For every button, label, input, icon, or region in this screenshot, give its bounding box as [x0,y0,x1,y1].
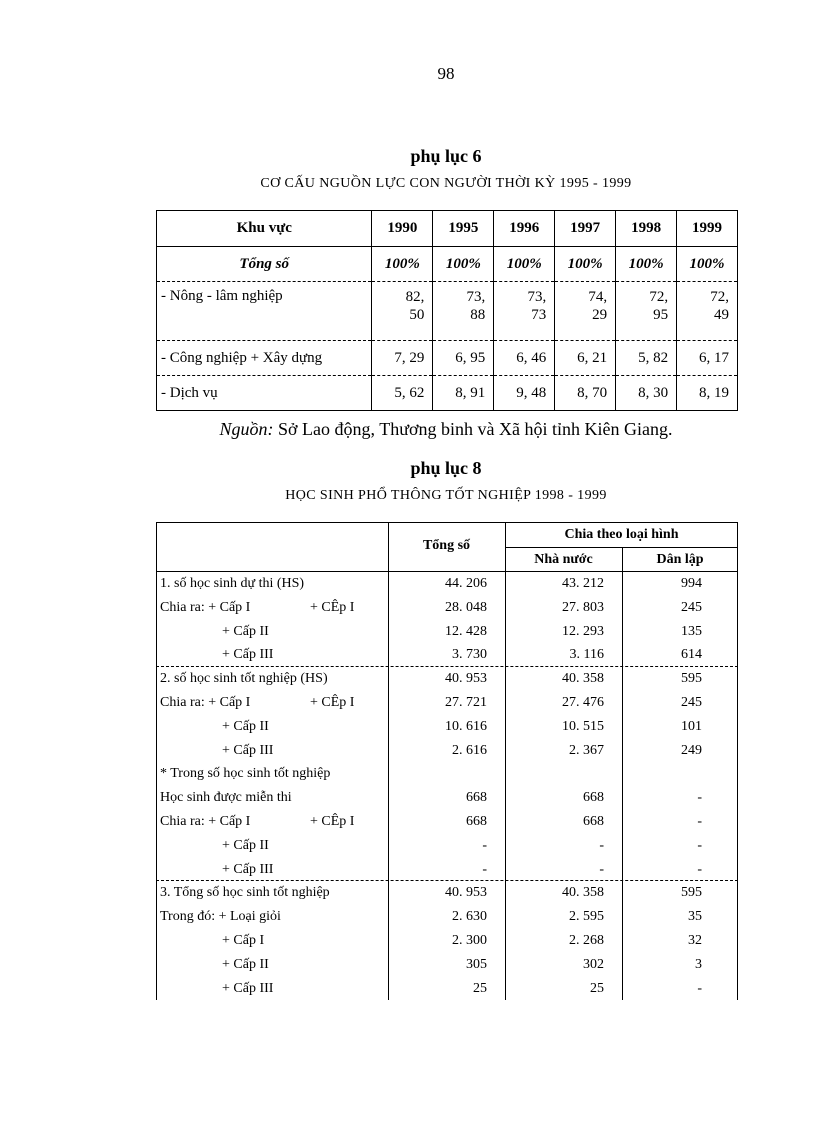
row-label: + Cấp II [222,624,269,639]
total-cell: 3. 730 [452,647,487,662]
appendix6-table [156,210,738,411]
private-cell: 3 [695,957,702,972]
data-cell: 8, 30 [616,376,677,411]
data-cell: 73, 88 [433,282,494,341]
data-cell: 5, 82 [616,341,677,376]
row-label-extra: + CÊp I [310,814,355,829]
total-cell: - [482,838,487,853]
total-label: Tổng số [157,247,372,282]
table-row [157,341,738,376]
state-cell: 40. 358 [562,885,604,900]
total-cell: 100% [555,247,616,282]
total-cell: 2. 630 [452,909,487,924]
data-cell: 82, 50 [372,282,433,341]
total-cell: 305 [466,957,487,972]
row-label: Chia ra: + Cấp I [160,814,251,829]
source-note [0,419,816,440]
data-cell: 8, 19 [677,376,738,411]
row-label: Chia ra: + Cấp I [160,600,251,615]
private-cell: - [697,814,702,829]
state-cell: 10. 515 [562,719,604,734]
data-cell: 8, 91 [433,376,494,411]
state-cell: - [599,838,604,853]
total-cell: 44. 206 [445,576,487,591]
header-cell: 1995 [433,211,494,247]
row-label: - Nông - lâm nghiệp [157,282,372,341]
row-label: + Cấp II [222,719,269,734]
data-cell: 6, 46 [494,341,555,376]
header-cell: 1998 [616,211,677,247]
header-cell: 1999 [677,211,738,247]
private-cell: 595 [681,885,702,900]
private-cell: 614 [681,647,702,662]
row-label-extra: + CÊp I [310,600,355,615]
total-cell: 100% [494,247,555,282]
row-label: * Trong số học sinh tốt nghiệp [160,766,331,781]
total-cell: 668 [466,814,487,829]
row-label: 3. Tổng số học sinh tốt nghiệp [160,885,330,900]
state-cell: 27. 476 [562,695,604,710]
data-cell: 72, 49 [677,282,738,341]
state-cell: 2. 367 [569,743,604,758]
state-cell: 302 [583,957,604,972]
row-label: + Cấp III [222,647,274,662]
total-cell: 668 [466,790,487,805]
data-cell: 73, 73 [494,282,555,341]
row-label-extra: + CÊp I [310,695,355,710]
row-label: + Cấp II [222,838,269,853]
state-cell: 25 [590,981,604,996]
source-text: Sở Lao động, Thương binh và Xã hội tỉnh Kiên Giang. [273,419,673,439]
header-cell: 1996 [494,211,555,247]
private-cell: 32 [688,933,702,948]
private-cell: 249 [681,743,702,758]
total-cell: 10. 616 [445,719,487,734]
row-label: + Cấp I [222,933,265,948]
row-label: Học sinh được miễn thi [160,790,292,805]
row-label: 2. số học sinh tốt nghiệp (HS) [160,671,328,686]
row-label: + Cấp II [222,957,269,972]
total-cell: 100% [372,247,433,282]
total-cell: 40. 953 [445,885,487,900]
private-cell: 994 [681,576,702,591]
data-cell: 74, 29 [555,282,616,341]
header-cell: Khu vực [157,211,372,247]
appendix8-subtitle: HỌC SINH PHỔ THÔNG TỐT NGHIỆP 1998 - 1999 [285,488,607,503]
appendix6-title: phụ lục 6 [410,146,482,166]
private-cell: - [697,862,702,877]
state-cell: 40. 358 [562,671,604,686]
data-cell: 7, 29 [372,341,433,376]
state-cell: 27. 803 [562,600,604,615]
total-cell: 12. 428 [445,624,487,639]
total-cell: 100% [677,247,738,282]
private-cell: 245 [681,600,702,615]
private-cell: - [697,790,702,805]
header-cell: 1997 [555,211,616,247]
data-cell: 5, 62 [372,376,433,411]
data-cell: 72, 95 [616,282,677,341]
state-cell: 43. 212 [562,576,604,591]
private-cell: 595 [681,671,702,686]
data-cell: 9, 48 [494,376,555,411]
row-label: - Dịch vụ [157,376,372,411]
private-cell: 35 [688,909,702,924]
row-label: Chia ra: + Cấp I [160,695,251,710]
private-cell: 135 [681,624,702,639]
private-cell: 245 [681,695,702,710]
data-cell: 6, 17 [677,341,738,376]
row-label: Trong đó: + Loại giỏi [160,909,281,924]
private-cell: 101 [681,719,702,734]
total-cell: 100% [616,247,677,282]
data-cell: 8, 70 [555,376,616,411]
total-row [157,247,738,282]
page-number: 98 [437,64,455,83]
state-cell: 668 [583,814,604,829]
header-group: Chia theo loại hình [564,527,679,542]
total-cell: 2. 616 [452,743,487,758]
total-cell: 2. 300 [452,933,487,948]
row-label: + Cấp III [222,862,274,877]
header-private: Dân lập [656,552,704,567]
appendix8-title: phụ lục 8 [410,458,482,478]
table-row [157,376,738,411]
private-cell: - [697,981,702,996]
state-cell: 12. 293 [562,624,604,639]
total-cell: - [482,862,487,877]
state-cell: 2. 268 [569,933,604,948]
row-label: + Cấp III [222,981,274,996]
state-cell: 668 [583,790,604,805]
column-divider [388,522,389,1000]
table-header-row [157,211,738,247]
total-cell: 25 [473,981,487,996]
state-cell: 3. 116 [569,647,604,662]
header-total: Tổng số [422,538,471,553]
row-label: 1. số học sinh dự thi (HS) [160,576,305,591]
state-cell: 2. 595 [569,909,604,924]
data-cell: 6, 21 [555,341,616,376]
total-cell: 28. 048 [445,600,487,615]
header-state: Nhà nước [534,552,593,567]
row-label: - Công nghiệp + Xây dựng [157,341,372,376]
table-row [157,282,738,341]
appendix6-subtitle: CƠ CẤU NGUỒN LỰC CON NGƯỜI THỜI KỲ 1995 - 1999 [260,176,632,191]
total-cell: 40. 953 [445,671,487,686]
header-divider [505,547,738,548]
row-label: + Cấp III [222,743,274,758]
source-prefix: Nguồn: [219,419,274,439]
state-cell: - [599,862,604,877]
private-cell: - [697,838,702,853]
total-cell: 100% [433,247,494,282]
header-cell: 1990 [372,211,433,247]
total-cell: 27. 721 [445,695,487,710]
data-cell: 6, 95 [433,341,494,376]
